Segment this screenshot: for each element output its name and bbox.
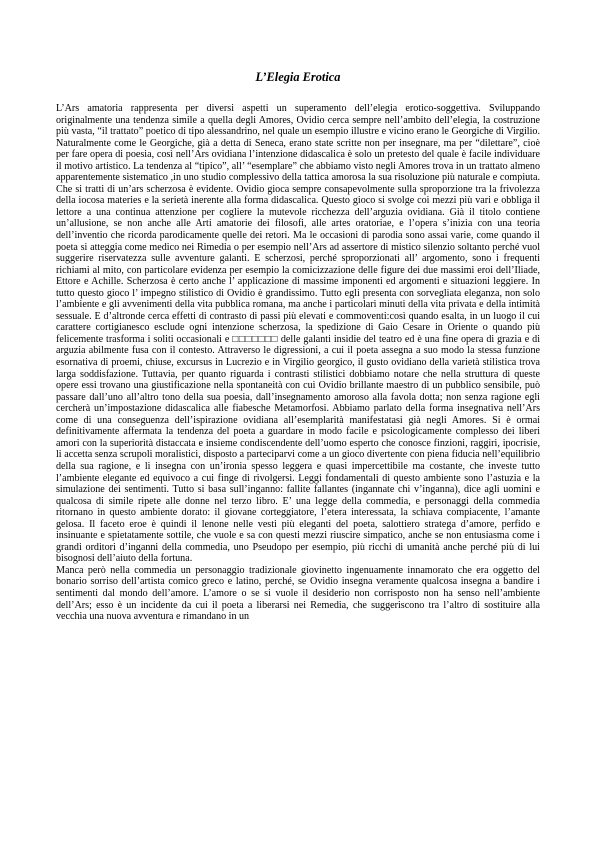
document-body: [56, 103, 540, 833]
paragraph: Manca però nella commedia un personaggio tradizionale giovinetto ingenuamente innamorato che era oggetto del bonario sorriso dell’artista comico greco e latino, perché, se Ovidio insegna veramente qualcosa insegna a bandire i sentimenti dal mondo dell’amore. L’amore o se si vuole il desiderio non corrisposto non ha senso nell’ambiente dell’Ars; esso è un incidente da cui il poeta a liberarsi nei Remedia, che suggeriscono tra l’altro di sostituire alla vecchia una nuova avventura e rimandano in un: [56, 564, 540, 623]
paragraph: L’Ars amatoria rappresenta per diversi aspetti un superamento dell’elegia erotico-soggettiva. Sviluppando originalmente una tendenza simile a quella degli Amores, Ovidio cerca sempre nell’ambito dell’elegia, la costruzione più vasta, “il trattato” poetico di tipo alessandrino, nel quale un esempio illustre e vicino erano le Georgiche di Virgilio. Naturalmente come le Georgiche, già a detta di Seneca, erano state scritte non per insegnare, ma per “dilettare”, cioè per fare opera di poesia, così nell’Ars ovidiana l’intenzione didascalica è solo un pretesto del quale è facile individuare il motivo artistico. La tendenza al “tipico”, all’ “esemplare” che abbiamo visto negli Amores trova in un trattato almeno apparentemente sistematico ,in uno studio complessivo della tattica amorosa la sua risoluzione più naturale e compiuta. Che si tratti di un’ars scherzosa è evidente. Ovidio gioca sempre consapevolmente sulla sproporzione tra la frivolezza della iocosa materies e la serietà inerente alla forma didascalica. Questo gioco si svolge coi mezzi più vari e obbliga il lettore a una continua attenzione per cogliere la mutevole ricchezza dell’arguzia ovidiana. Già il titolo contiene un’allusione, se non anche alle Arti amatorie dei filosofi, alle artes oratoriae, e l’opera s’inizia con una teoria dell’inventio che ricorda parodicamente quelle dei retori. Ma le occasioni di parodia sono assai varie, come quando il poeta si atteggia come medico nei Rimedia o per esempio nell’Ars ad assertore di mistico silenzio soltanto perché vuol suggerire riservatezza sulle avventure galanti. E scherzosi, perché sproporzionati all’ argomento, sono i frequenti richiami al mito, con particolare evidenza per esempio la comicizzazione delle figure dei due massimi eroi dell’Iliade, Ettore e Achille. Scherzosa è certo anche l’ applicazione di massime imponenti ed argomenti e situazioni leggiere. In tutto questo gioco l’ impegno stilistico di Ovidio è grandissimo. Tutto egli presenta con sorvegliata eleganza, non solo l’ambiente e gli avvenimenti della vita pubblica romana, ma anche i particolari minuti della vita privata e della intimità sessuale. E d’altronde cerca effetti di contrasto di passi più elevati e commoventi:così quando esalta, in un luogo il cui carattere cortigianesco esclude ogni intenzione scherzosa, la spedizione di Gaio Cesare in Oriente o quando più felicemente trasforma i soliti occasionali e □□□□□□□ delle galanti insidie del teatro ed è una fine opera di grazia e di arguzia abilmente fusa con il contesto. Attraverso le digressioni, a cui il poeta assegna a suo modo la stessa funzione esornativa di proemi, chiuse, excursus in Lucrezio e in Virgilio georgico, il gusto ovidiano della varietà stilistica trova larga soddisfazione. Tuttavia, per quanto riguarda i contrasti stilistici dobbiamo notare che nella struttura di queste opere essi trovano una giustificazione nella spontaneità con cui Ovidio brillante maestro di un pubblico sensibile, può passare dall’uno all’altro tono della sua poesia, dall’insegnamento amoroso alla favola dotta; non senza ragione egli cercherà un’impostazione didascalica alle fiabesche Metamorfosi. Abbiamo parlato della forma insegnativa nell’Ars come di una conseguenza dell’ispirazione ovidiana all’esemplarità manifestatasi già negli Amores. Si è ormai definitivamente affermata la tendenza del poeta a guardare in modo facile e psicologicamente complesso dei liberi amori con la superiorità distaccata e insieme condiscendente dell’uomo esperto che conosce finzioni, raggiri, ipocrisie, li accetta senza scrupoli moralistici, disposto a parteciparvi come a un gioco divertente con piena fiducia nell’equilibrio della sua ragione, e li insegna con un’ironia spesso leggera e quasi impercettibile ma costante, che investe tutto l’ambiente elegante ed equivoco a cui finge di rivolgersi. Leggi fondamentali di questo ambiente sono l’astuzia e la simulazione dei sentimenti. Tutto si basa sull’inganno: fallite fallantes (ingannate chi v’inganna), dice agli uomini e qualcosa di simile ripete alle donne nel terzo libro. E’ una legge della commedia, e personaggi della commedia ritornano in questo ambiente dorato: il giovane corteggiatore, l’etera interessata, la schiava compiacente, l’amante gelosa. Il faceto eroe è quindi il lenone nelle vesti più eleganti del poeta, salottiero stratega d’amore, perfido e insinuante e spietatamente sottile, che vuole e sa con questi mezzi riuscire simpatico, anche se non entusiasma come i grandi orditori d’inganni della commedia, uno Pseudopo per esempio, più ricchi di umanità anche perché più di lui bisognosi dell’aiuto della fortuna.: [56, 103, 540, 565]
document-title: L’Elegia Erotica: [255, 70, 341, 84]
